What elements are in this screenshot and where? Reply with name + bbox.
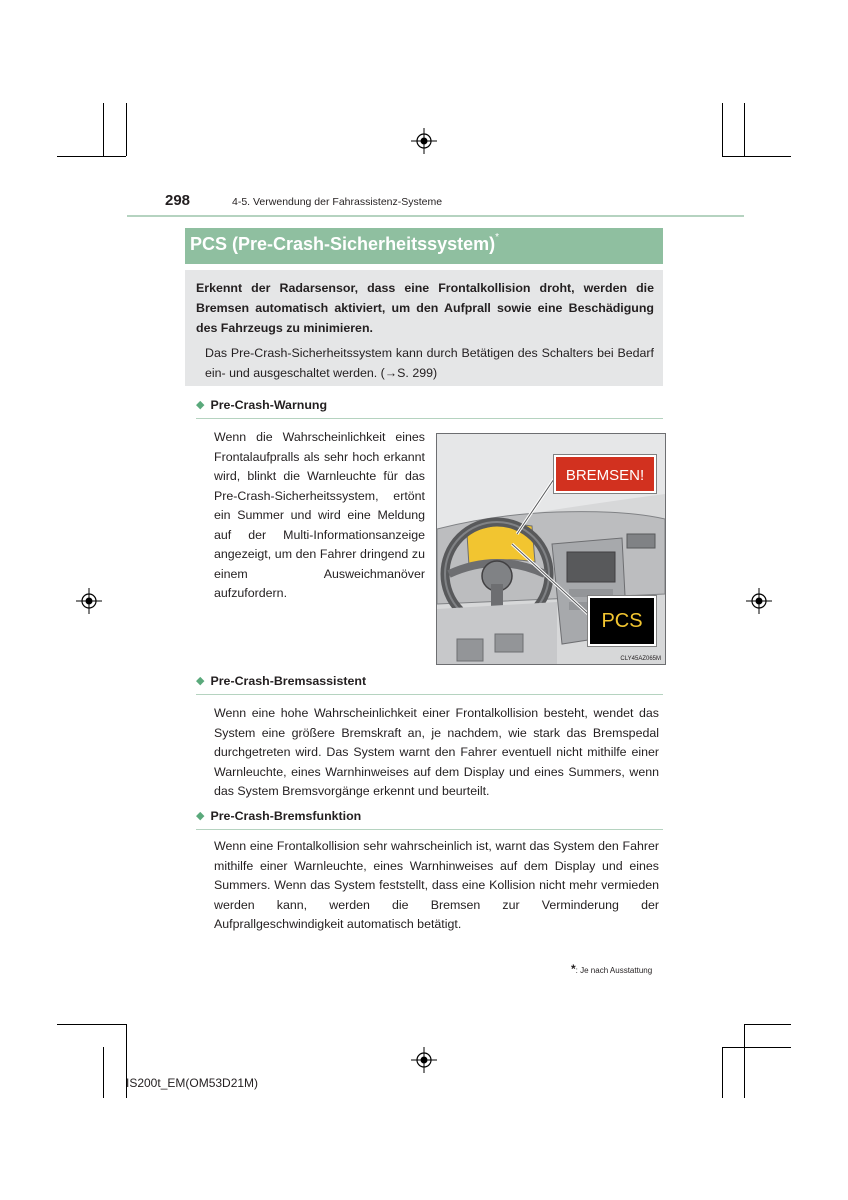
- crop-mark: [57, 156, 126, 157]
- section-title-text: PCS (Pre-Crash-Sicherheitssystem): [190, 234, 496, 254]
- header-divider: [127, 215, 744, 217]
- page-number: 298: [165, 192, 191, 209]
- subsection-divider: [196, 829, 663, 830]
- crop-mark: [57, 1024, 126, 1025]
- pcs-indicator-callout: PCS: [588, 596, 656, 646]
- paragraph: Wenn eine hohe Wahrscheinlichkeit einer Frontalkollision besteht, wendet das System eine größere Bremskraft an, je nachdem, wie stark das Bremspedal durchgetreten wird. Das System warnt den Fahrer eventuell nicht mithilfe einer Warnleuchte, eines Warnhinweises auf dem Display und eines Summers, wenn das System Bremsvorgänge erkennt und beurteilt.: [214, 706, 659, 799]
- figure-code: CLY45AZ065M: [620, 656, 661, 662]
- footnote-text: : Je nach Ausstattung: [575, 966, 653, 975]
- subsection-heading-text: Pre-Crash-Bremsfunktion: [210, 809, 362, 823]
- intro-note: Das Pre-Crash-Sicherheitssystem kann durch Betätigen des Schalters bei Bedarf ein- und ausgeschaltet werden. (→S. 299): [205, 346, 654, 380]
- diamond-icon: ◆: [196, 810, 205, 822]
- crop-mark: [126, 103, 127, 156]
- footnote-star: *: [571, 962, 576, 976]
- subsection-heading-text: Pre-Crash-Warnung: [210, 398, 328, 412]
- crop-mark: [103, 103, 104, 156]
- paragraph: Wenn die Wahrscheinlichkeit eines Frontalaufpralls als sehr hoch erkannt wird, blinkt die Warnleuchte für das Pre-Crash-Sicherheitssystem, ertönt ein Summer und wird eine Meldung auf der Multi-Informationsanzeige angezeigt, um den Fahrer dringend zu einem Ausweichmanöver aufzufordern.: [214, 430, 425, 600]
- diamond-icon: ◆: [196, 675, 205, 687]
- registration-mark-icon: [75, 587, 103, 615]
- bremsen-warning-callout: BREMSEN!: [554, 455, 656, 493]
- registration-mark-icon: [410, 127, 438, 155]
- crop-mark: [744, 1024, 791, 1025]
- subsection-heading-text: Pre-Crash-Bremsassistent: [210, 674, 367, 688]
- paragraph: Wenn eine Frontalkollision sehr wahrscheinlich ist, warnt das System den Fahrer mithilfe einer Warnleuchte, eines Warnhinweises auf dem Display und eines Summers. Wenn das System feststellt, dass eine Kollision nicht mehr vermieden werden kann, werden die Bremsen zur Verminderung der Aufprallgeschwindigkeit automatisch betätigt.: [214, 839, 659, 932]
- crop-mark: [722, 1047, 791, 1048]
- crop-mark: [722, 1047, 723, 1098]
- registration-mark-icon: [745, 587, 773, 615]
- crop-mark: [722, 156, 791, 157]
- subsection-heading: [196, 674, 366, 688]
- subsection-divider: [196, 418, 663, 419]
- crop-mark: [744, 1024, 745, 1098]
- section-title: [190, 234, 499, 255]
- subsection-heading: [196, 809, 361, 823]
- crop-mark: [722, 103, 723, 156]
- subsection-heading: [196, 398, 327, 412]
- chapter-heading: 4-5. Verwendung der Fahrassistenz-Systeme: [232, 196, 443, 208]
- document-code: IS200t_EM(OM53D21M): [126, 1076, 259, 1090]
- footnote: [571, 962, 652, 976]
- intro-summary: Erkennt der Radarsensor, dass eine Frontalkollision droht, werden die Bremsen automatisch aktiviert, um den Aufprall sowie eine Beschädigung des Fahrzeugs zu minimieren.: [196, 281, 654, 335]
- subsection-divider: [196, 694, 663, 695]
- crop-mark: [103, 1047, 104, 1098]
- footnote-marker: *: [495, 232, 500, 243]
- crop-mark: [744, 103, 745, 156]
- dashboard-illustration: [436, 433, 666, 665]
- registration-mark-icon: [410, 1046, 438, 1074]
- diamond-icon: ◆: [196, 399, 205, 411]
